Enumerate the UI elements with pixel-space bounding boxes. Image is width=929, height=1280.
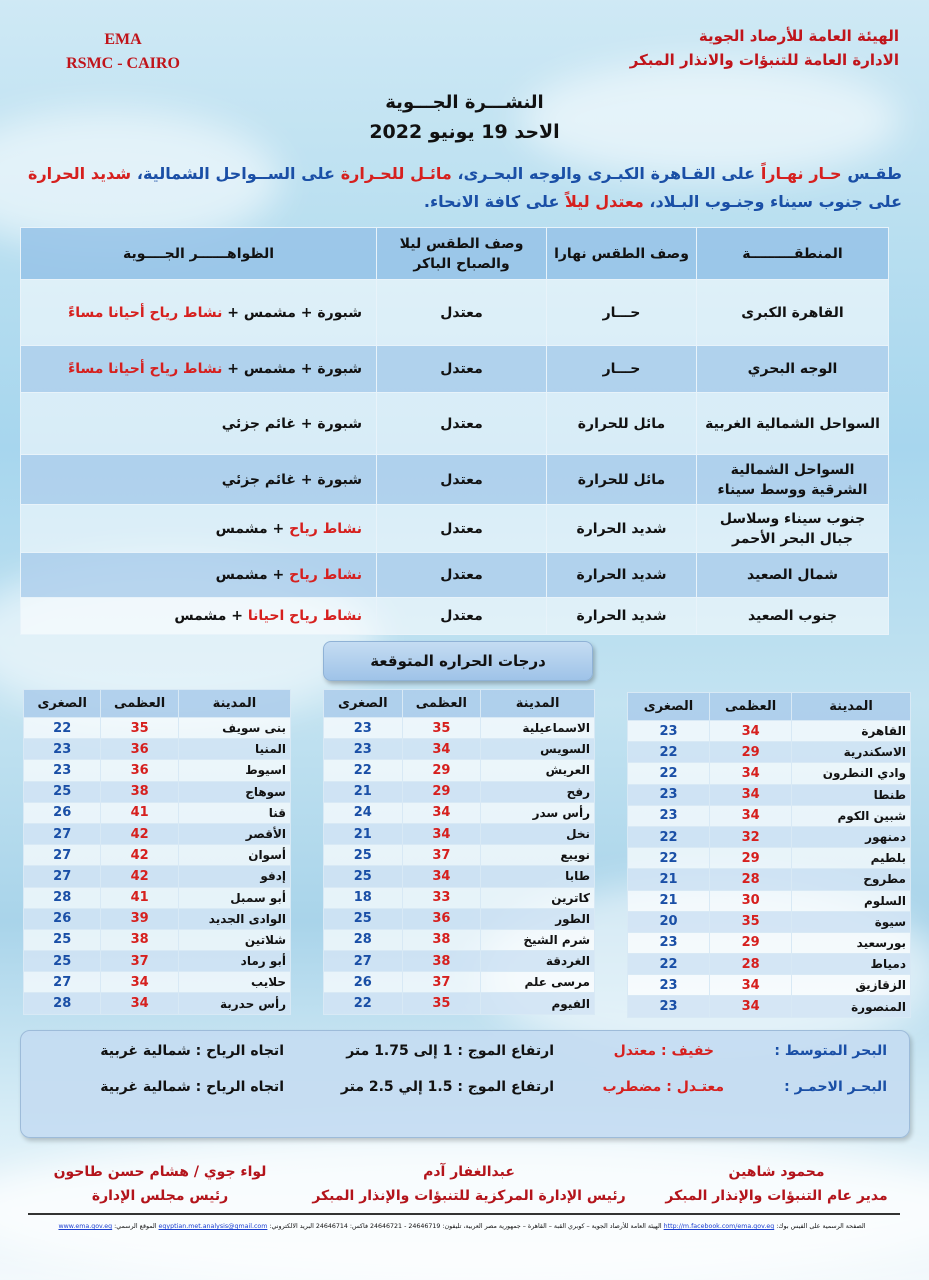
- address-text: الهيئة العامة للأرصاد الجوية – كوبري القبة – القاهرة – جمهورية مصر العربية، تليفون: 24646719 - 24646721 فاكس: 24646714: [315, 1223, 662, 1230]
- min-temp: 22: [24, 718, 101, 739]
- header-region: المنطقـــــــــة: [697, 228, 889, 280]
- city-name: أبو سمبل: [178, 887, 290, 908]
- table-row: [628, 848, 911, 869]
- table-row: [628, 975, 911, 996]
- city-name: دمياط: [792, 954, 911, 975]
- table-row: [324, 908, 595, 929]
- city-name: أسوان: [178, 845, 290, 866]
- max-temp: 38: [101, 929, 178, 950]
- phenomena-warning: نشاط رياح: [289, 520, 362, 537]
- summary-text: على كافة الانحاء.: [423, 192, 560, 211]
- sea-name: البحـر الاحمـر :: [784, 1079, 887, 1095]
- min-temp: 23: [324, 718, 403, 739]
- max-temp: 38: [101, 781, 178, 802]
- table-row: [24, 823, 291, 844]
- min-temp: 25: [24, 781, 101, 802]
- phenomena-warning: نشاط رياح أحيانا مساءً: [68, 361, 223, 377]
- header-city: المدينة: [481, 690, 595, 718]
- table-row: [21, 455, 889, 505]
- table-row: [628, 763, 911, 784]
- min-temp: 27: [24, 823, 101, 844]
- table-row: [628, 721, 911, 742]
- table-row: [324, 887, 595, 908]
- max-temp: 36: [402, 908, 481, 929]
- city-name: طنطا: [792, 784, 911, 805]
- min-temp: 27: [24, 866, 101, 887]
- phenomena-warning: نشاط رياح أحيانا مساءً: [68, 304, 223, 321]
- city-temperature-table: [23, 689, 291, 1015]
- city-name: نويبع: [481, 845, 595, 866]
- footer-contact: [22, 1222, 902, 1232]
- table-row: [324, 760, 595, 781]
- header-night: وصف الطقس ليلا والصباح الباكر: [377, 228, 547, 280]
- phenomena-text: شبورة + مشمس +: [227, 304, 362, 321]
- phenomena-warning: نشاط رياح: [289, 567, 362, 583]
- max-temp: 37: [402, 845, 481, 866]
- table-row: [628, 890, 911, 911]
- table-row: [21, 393, 889, 455]
- facebook-link[interactable]: http://m.facebook.com/ema.gov.eg: [663, 1223, 775, 1230]
- city-name: سيوة: [792, 911, 911, 932]
- city-name: أبو رماد: [178, 951, 290, 972]
- max-temp: 32: [710, 826, 792, 847]
- table-row: [324, 823, 595, 844]
- city-name: إدفو: [178, 866, 290, 887]
- day-cell: حـــار: [547, 346, 697, 393]
- phenomena-cell: [21, 598, 377, 635]
- header-city: المدينة: [178, 690, 290, 718]
- city-name: الطور: [481, 908, 595, 929]
- city-name: السويس: [481, 739, 595, 760]
- max-temp: 38: [402, 929, 481, 950]
- min-temp: 22: [628, 742, 710, 763]
- table-row: [24, 781, 291, 802]
- min-temp: 28: [24, 887, 101, 908]
- city-name: العريش: [481, 760, 595, 781]
- signature-title: مدير عام التنبؤات والإنذار المبكر: [665, 1188, 888, 1204]
- summary-text: طقـس: [847, 164, 902, 183]
- city-temperature-table: [627, 692, 911, 1018]
- city-name: طابا: [481, 866, 595, 887]
- rsmc-name: RSMC - CAIRO: [66, 55, 180, 72]
- table-row: [24, 972, 291, 993]
- max-temp: 29: [402, 760, 481, 781]
- summary-highlight: شديد الحرارة: [28, 164, 132, 183]
- min-temp: 23: [628, 784, 710, 805]
- min-temp: 27: [24, 845, 101, 866]
- max-temp: 29: [710, 848, 792, 869]
- table-row: [628, 911, 911, 932]
- website-link[interactable]: www.ema.gov.eg: [58, 1223, 113, 1230]
- table-row: [24, 802, 291, 823]
- city-name: كاترين: [481, 887, 595, 908]
- table-row: [324, 845, 595, 866]
- header-max: العظمى: [402, 690, 481, 718]
- max-temp: 34: [402, 866, 481, 887]
- email-label: البريد الالكتروني:: [269, 1223, 314, 1230]
- phenomena-cell: [21, 393, 377, 455]
- max-temp: 34: [710, 763, 792, 784]
- summary-highlight: معتدل ليلاً: [564, 192, 644, 211]
- min-temp: 25: [324, 845, 403, 866]
- phenomena-cell: [21, 505, 377, 553]
- max-temp: 35: [710, 911, 792, 932]
- city-name: الوادى الجديد: [178, 908, 290, 929]
- header-min: الصغرى: [324, 690, 403, 718]
- department-name: الادارة العامة للتنبؤات والانذار المبكر: [629, 51, 899, 69]
- sea-state-box: [20, 1030, 910, 1138]
- min-temp: 28: [24, 993, 101, 1014]
- max-temp: 38: [402, 951, 481, 972]
- table-row: [324, 972, 595, 993]
- min-temp: 22: [628, 763, 710, 784]
- ema-logo-text: [58, 28, 188, 76]
- max-temp: 34: [101, 993, 178, 1014]
- min-temp: 26: [24, 908, 101, 929]
- day-cell: شديد الحرارة: [547, 598, 697, 635]
- region-cell: السواحل الشمالية الغربية: [697, 393, 889, 455]
- min-temp: 23: [628, 975, 710, 996]
- region-cell: السواحل الشمالية الشرقية ووسط سيناء: [697, 455, 889, 505]
- max-temp: 41: [101, 802, 178, 823]
- city-name: المنيا: [178, 739, 290, 760]
- table-row: [24, 845, 291, 866]
- wind-direction: اتجاه الرياح : شمالية غربية: [100, 1079, 284, 1095]
- email-link[interactable]: egyptian.met.analysis@gmail.com: [158, 1223, 268, 1230]
- night-cell: معتدل: [377, 598, 547, 635]
- signature-name: محمود شاهين: [728, 1164, 825, 1180]
- header-city: المدينة: [792, 693, 911, 721]
- header-max: العظمى: [710, 693, 792, 721]
- city-temperature-table: [323, 689, 595, 1015]
- table-row: [628, 932, 911, 953]
- day-cell: مائل للحرارة: [547, 393, 697, 455]
- table-row: [24, 951, 291, 972]
- max-temp: 34: [710, 784, 792, 805]
- region-cell: شمال الصعيد: [697, 553, 889, 598]
- city-name: بورسعيد: [792, 932, 911, 953]
- phenomena-text: + مشمس: [215, 520, 285, 537]
- city-name: شبين الكوم: [792, 805, 911, 826]
- min-temp: 22: [324, 993, 403, 1014]
- max-temp: 39: [101, 908, 178, 929]
- min-temp: 22: [628, 954, 710, 975]
- night-cell: معتدل: [377, 280, 547, 346]
- min-temp: 27: [24, 972, 101, 993]
- table-row: [324, 993, 595, 1014]
- phenomena-text: + مشمس: [174, 608, 244, 624]
- min-temp: 23: [324, 739, 403, 760]
- day-cell: حـــار: [547, 280, 697, 346]
- city-name: مطروح: [792, 869, 911, 890]
- summary-text: على جنوب سيناء وجنـوب البـلاد،: [649, 192, 902, 211]
- min-temp: 25: [24, 951, 101, 972]
- city-name: بلطيم: [792, 848, 911, 869]
- expected-temperatures-title: درجات الحراره المتوقعة: [323, 641, 593, 681]
- city-table-header: [324, 690, 595, 718]
- table-row: [628, 996, 911, 1017]
- table-row: [324, 866, 595, 887]
- header-min: الصغرى: [24, 690, 101, 718]
- day-cell: شديد الحرارة: [547, 505, 697, 553]
- min-temp: 23: [628, 805, 710, 826]
- city-name: نخل: [481, 823, 595, 844]
- city-name: الاسماعيلية: [481, 718, 595, 739]
- table-row: [628, 742, 911, 763]
- phenomena-cell: [21, 455, 377, 505]
- phenomena-text: شبورة + غائم جزئي: [221, 471, 362, 488]
- signature-title: رئيس الإدارة المركزية للتنبؤات والإنذار المبكر: [312, 1188, 626, 1204]
- min-temp: 25: [324, 866, 403, 887]
- table-row: [21, 280, 889, 346]
- table-row: [24, 739, 291, 760]
- city-name: رفح: [481, 781, 595, 802]
- weather-summary: [28, 160, 902, 216]
- table-row: [21, 598, 889, 635]
- max-temp: 42: [101, 866, 178, 887]
- max-temp: 28: [710, 869, 792, 890]
- table-row: [628, 784, 911, 805]
- region-cell: الوجه البحري: [697, 346, 889, 393]
- min-temp: 21: [628, 890, 710, 911]
- ema-name: EMA: [104, 31, 142, 48]
- city-name: شلاتين: [178, 929, 290, 950]
- max-temp: 35: [402, 993, 481, 1014]
- max-temp: 36: [101, 739, 178, 760]
- night-cell: معتدل: [377, 455, 547, 505]
- max-temp: 34: [402, 823, 481, 844]
- phenomena-cell: [21, 280, 377, 346]
- table-header-row: [21, 228, 889, 280]
- table-row: [628, 805, 911, 826]
- city-name: حلايب: [178, 972, 290, 993]
- region-cell: جنوب سيناء وسلاسل جبال البحر الأحمر: [697, 505, 889, 553]
- phenomena-cell: [21, 553, 377, 598]
- region-cell: القاهرة الكبرى: [697, 280, 889, 346]
- min-temp: 26: [24, 802, 101, 823]
- min-temp: 22: [628, 848, 710, 869]
- min-temp: 23: [628, 932, 710, 953]
- max-temp: 34: [710, 996, 792, 1017]
- city-name: الغردقة: [481, 951, 595, 972]
- min-temp: 23: [628, 996, 710, 1017]
- phenomena-cell: [21, 346, 377, 393]
- facebook-label: الصفحة الرسمية على الفيس بوك:: [776, 1223, 866, 1230]
- table-row: [324, 781, 595, 802]
- min-temp: 22: [324, 760, 403, 781]
- wave-height: ارتفاع الموج : 1 إلى 1.75 متر: [346, 1043, 554, 1059]
- header-max: العظمى: [101, 690, 178, 718]
- min-temp: 18: [324, 887, 403, 908]
- max-temp: 34: [710, 721, 792, 742]
- table-row: [628, 869, 911, 890]
- table-row: [628, 826, 911, 847]
- min-temp: 23: [628, 721, 710, 742]
- signature-name: لواء جوي / هشام حسن طاحون: [53, 1164, 267, 1180]
- phenomena-text: شبورة + مشمس +: [227, 361, 362, 377]
- table-row: [324, 718, 595, 739]
- table-row: [628, 954, 911, 975]
- signature-block: [294, 1160, 644, 1208]
- min-temp: 24: [324, 802, 403, 823]
- min-temp: 28: [324, 929, 403, 950]
- signature-name: عبدالغفار آدم: [423, 1164, 515, 1180]
- org-name: الهيئة العامة للأرصاد الجوية: [698, 27, 899, 45]
- table-row: [324, 951, 595, 972]
- table-row: [324, 802, 595, 823]
- max-temp: 41: [101, 887, 178, 908]
- city-name: مرسى علم: [481, 972, 595, 993]
- city-table-header: [24, 690, 291, 718]
- max-temp: 37: [101, 951, 178, 972]
- sea-state: خفيف : معتدل: [613, 1043, 714, 1059]
- max-temp: 34: [402, 739, 481, 760]
- max-temp: 33: [402, 887, 481, 908]
- city-name: سوهاج: [178, 781, 290, 802]
- max-temp: 29: [710, 932, 792, 953]
- signature-block: [45, 1160, 275, 1208]
- sea-name: البحر المتوسط :: [774, 1043, 887, 1059]
- max-temp: 42: [101, 823, 178, 844]
- header-phenomena: الظواهــــــر الجــــوية: [21, 228, 377, 280]
- min-temp: 21: [324, 781, 403, 802]
- city-name: رأس سدر: [481, 802, 595, 823]
- min-temp: 22: [628, 826, 710, 847]
- city-name: السلوم: [792, 890, 911, 911]
- max-temp: 34: [101, 972, 178, 993]
- phenomena-warning: نشاط رياح احيانا: [247, 608, 362, 624]
- day-cell: مائل للحرارة: [547, 455, 697, 505]
- max-temp: 35: [101, 718, 178, 739]
- max-temp: 34: [710, 805, 792, 826]
- max-temp: 35: [402, 718, 481, 739]
- max-temp: 37: [402, 972, 481, 993]
- max-temp: 28: [710, 954, 792, 975]
- max-temp: 30: [710, 890, 792, 911]
- min-temp: 25: [24, 929, 101, 950]
- min-temp: 20: [628, 911, 710, 932]
- city-name: رأس حدربة: [178, 993, 290, 1014]
- table-row: [21, 346, 889, 393]
- table-row: [24, 866, 291, 887]
- table-row: [24, 908, 291, 929]
- night-cell: معتدل: [377, 346, 547, 393]
- city-name: بنى سويف: [178, 718, 290, 739]
- wave-height: ارتفاع الموج : 1.5 إلي 2.5 متر: [340, 1079, 554, 1095]
- night-cell: معتدل: [377, 553, 547, 598]
- min-temp: 27: [324, 951, 403, 972]
- city-name: القاهرة: [792, 721, 911, 742]
- sea-row-red-sea: [19, 1079, 909, 1109]
- website-label: الموقع الرسمي:: [114, 1223, 157, 1230]
- summary-highlight: مائـل للحـرارة: [340, 164, 452, 183]
- table-row: [324, 739, 595, 760]
- sea-state: معتـدل : مضطرب: [602, 1079, 724, 1095]
- min-temp: 23: [24, 760, 101, 781]
- city-name: الفيوم: [481, 993, 595, 1014]
- signature-block: [654, 1160, 899, 1208]
- city-name: اسيوط: [178, 760, 290, 781]
- max-temp: 29: [402, 781, 481, 802]
- city-name: الأقصر: [178, 823, 290, 844]
- footer-divider: [28, 1213, 900, 1215]
- table-row: [24, 993, 291, 1014]
- city-name: المنصورة: [792, 996, 911, 1017]
- header-min: الصغرى: [628, 693, 710, 721]
- max-temp: 34: [402, 802, 481, 823]
- city-name: الاسكندرية: [792, 742, 911, 763]
- max-temp: 34: [710, 975, 792, 996]
- city-name: دمنهور: [792, 826, 911, 847]
- day-cell: شديد الحرارة: [547, 553, 697, 598]
- min-temp: 21: [324, 823, 403, 844]
- night-cell: معتدل: [377, 393, 547, 455]
- city-table-header: [628, 693, 911, 721]
- summary-text: على الســواحل الشمالية،: [136, 164, 335, 183]
- phenomena-text: شبورة + غائم جزئي: [221, 415, 362, 432]
- city-name: شرم الشيخ: [481, 929, 595, 950]
- max-temp: 42: [101, 845, 178, 866]
- city-name: قنا: [178, 802, 290, 823]
- table-row: [21, 505, 889, 553]
- max-temp: 29: [710, 742, 792, 763]
- region-cell: جنوب الصعيد: [697, 598, 889, 635]
- table-row: [24, 760, 291, 781]
- min-temp: 25: [324, 908, 403, 929]
- sea-row-mediterranean: [19, 1043, 909, 1073]
- wind-direction: اتجاه الرياح : شمالية غربية: [100, 1043, 284, 1059]
- bulletin-title: النشـــرة الجـــوية: [385, 92, 544, 113]
- min-temp: 23: [24, 739, 101, 760]
- phenomena-text: + مشمس: [215, 567, 285, 583]
- table-row: [24, 718, 291, 739]
- max-temp: 36: [101, 760, 178, 781]
- night-cell: معتدل: [377, 505, 547, 553]
- min-temp: 21: [628, 869, 710, 890]
- summary-text: على القـاهرة الكبـرى والوجه البحـرى،: [457, 164, 756, 183]
- table-row: [24, 929, 291, 950]
- signature-title: رئيس مجلس الإدارة: [91, 1188, 229, 1204]
- regional-forecast-table: [20, 227, 889, 635]
- table-row: [21, 553, 889, 598]
- table-row: [24, 887, 291, 908]
- summary-highlight: حـار نهـاراً: [760, 164, 842, 183]
- min-temp: 26: [324, 972, 403, 993]
- city-name: الزقازيق: [792, 975, 911, 996]
- table-row: [324, 929, 595, 950]
- bulletin-date: الاحد 19 يونيو 2022: [369, 121, 560, 143]
- city-name: وادي النطرون: [792, 763, 911, 784]
- header-day: وصف الطقس نهارا: [547, 228, 697, 280]
- organization-header: [630, 24, 899, 72]
